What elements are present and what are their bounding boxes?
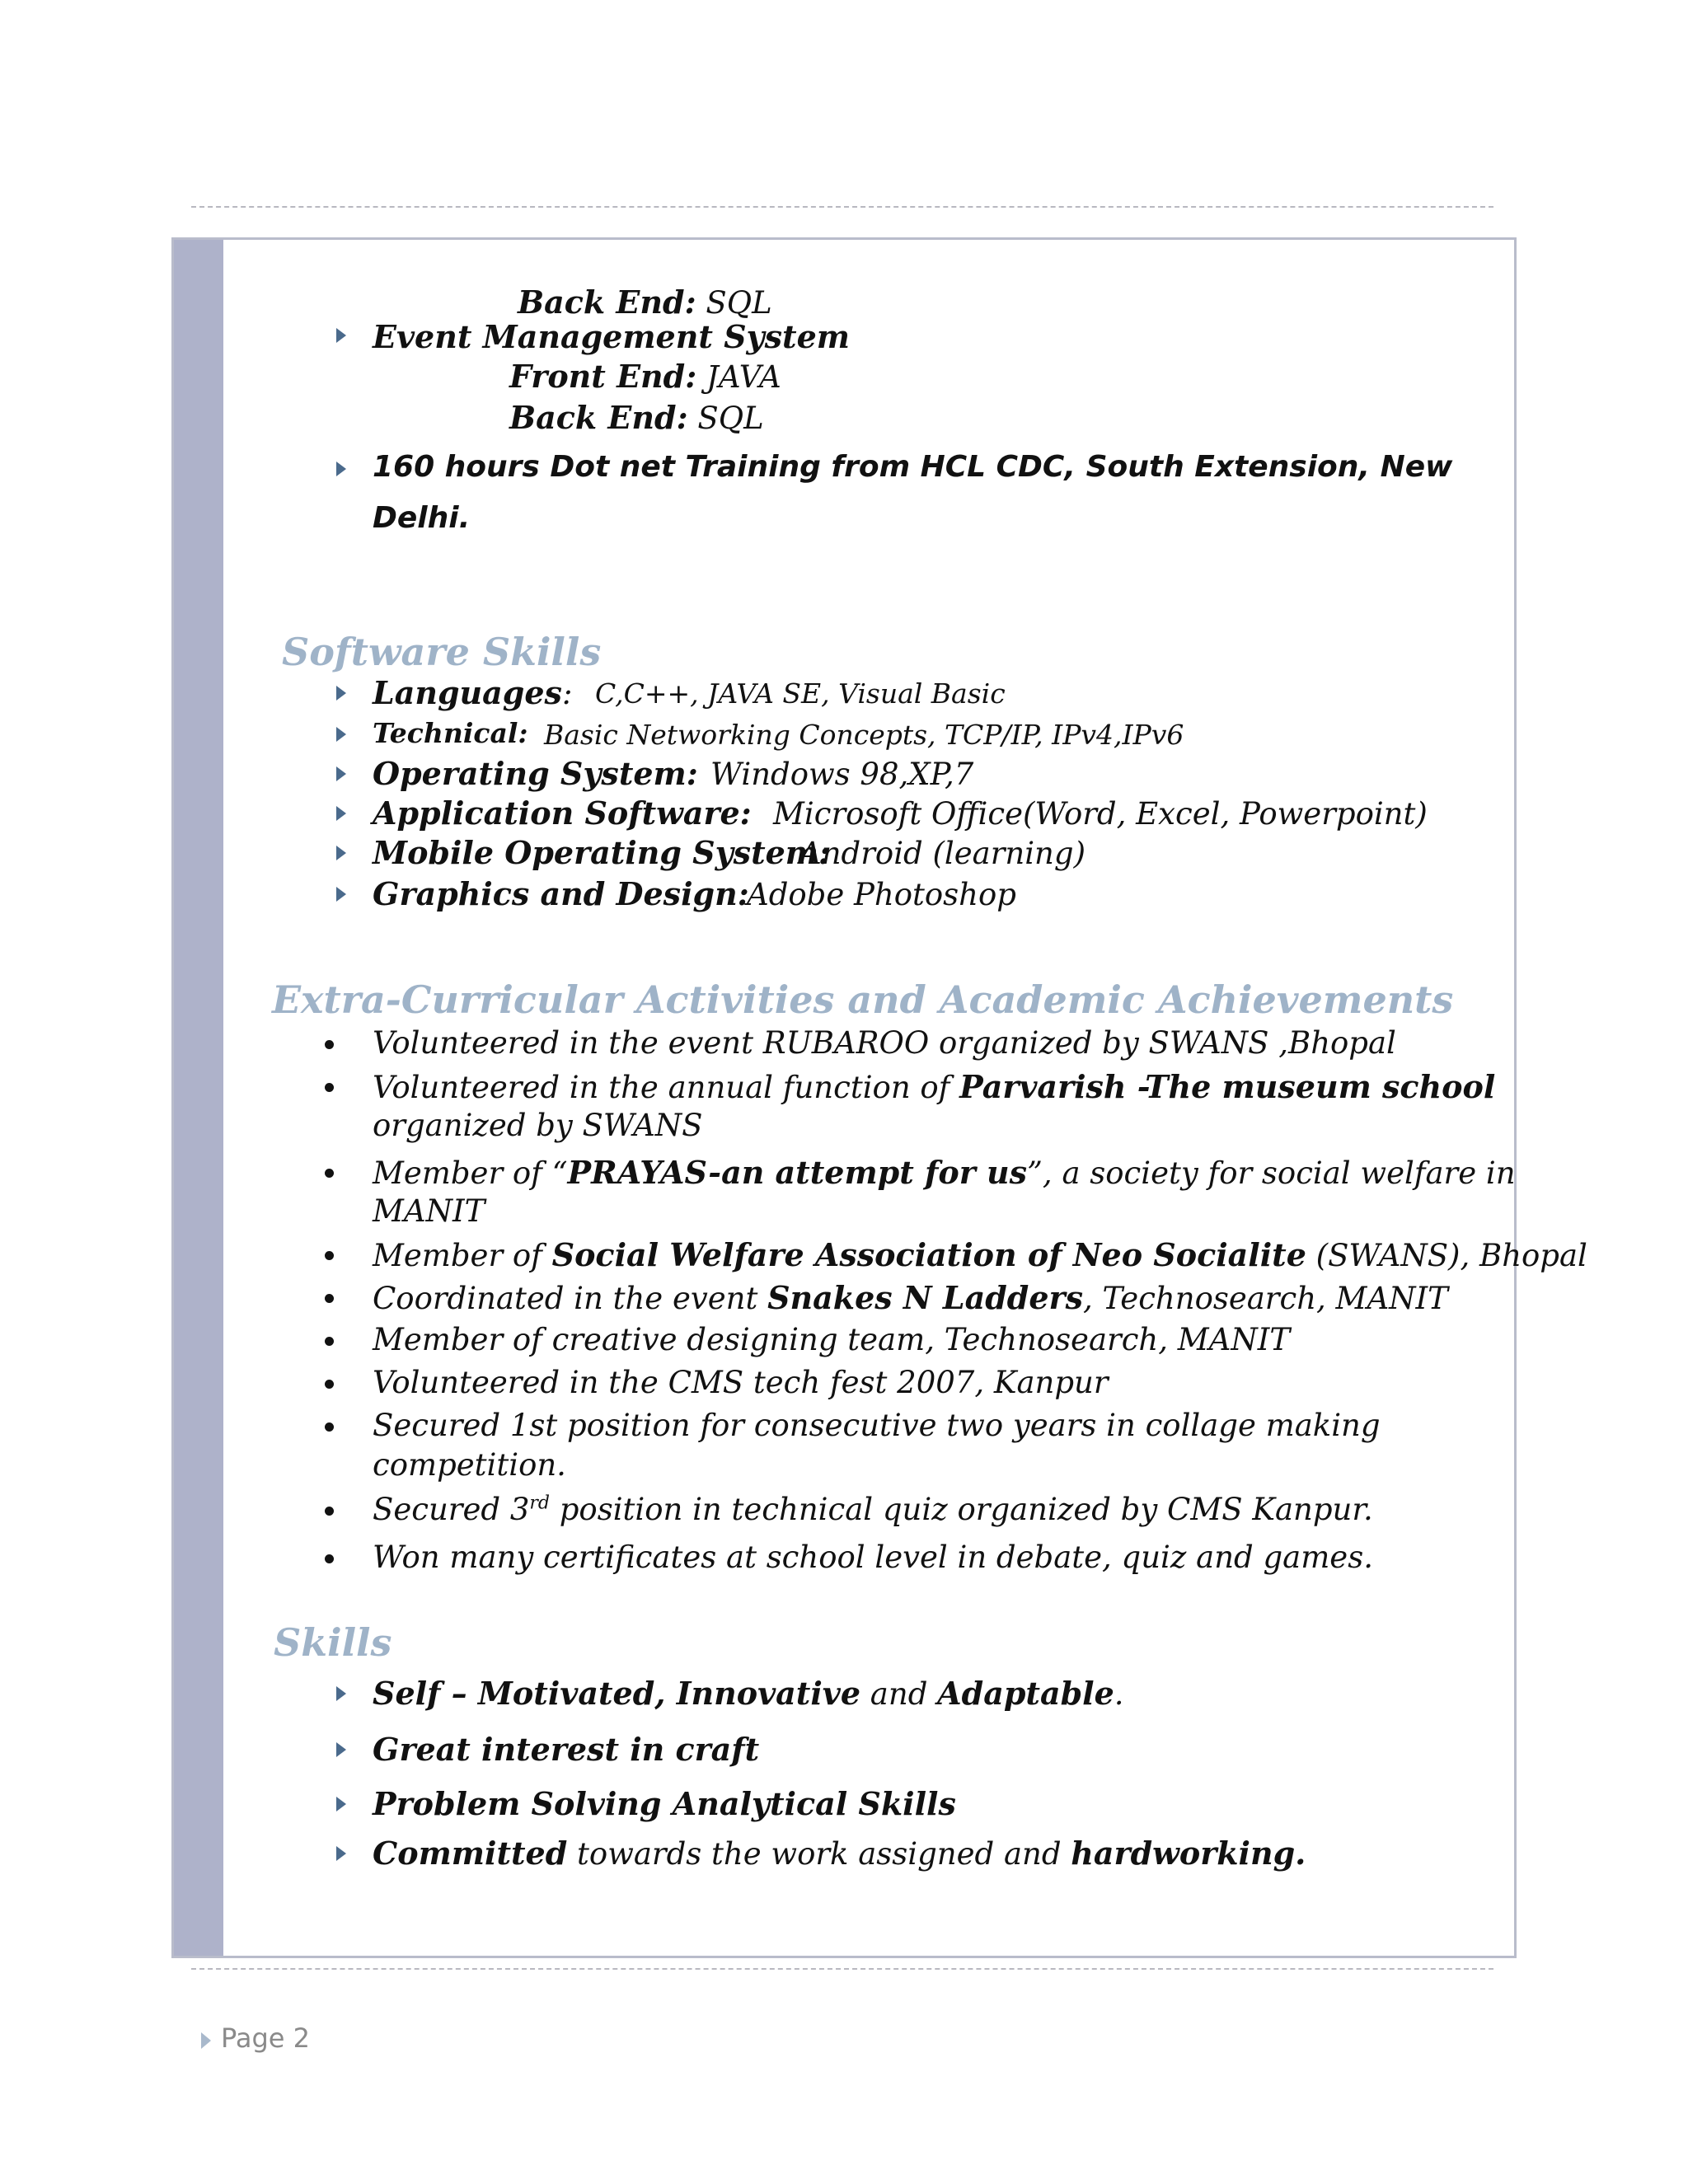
footer-divider <box>191 1968 1493 1970</box>
activity-item: Won many certificates at school level in debate, quiz and games. <box>373 1540 1373 1575</box>
bullet-arrow-icon <box>336 1797 346 1811</box>
activity-item: Volunteered in the event RUBAROO organized by SWANS ,Bhopal <box>373 1025 1396 1061</box>
skill-value-languages: C,C++, JAVA SE, Visual Basic <box>595 677 1006 710</box>
activity-item-cont: organized by SWANS <box>373 1108 703 1143</box>
skill-item-application: Application Software: <box>373 794 752 832</box>
skill-trait: Committed towards the work assigned and hardworking. <box>373 1835 1306 1872</box>
activity-item: Member of Social Welfare Association of Neo Socialite (SWANS), Bhopal <box>373 1236 1587 1273</box>
bullet-dot <box>325 1337 334 1346</box>
bullet-arrow-icon <box>336 846 346 860</box>
bullet-arrow-icon <box>336 462 346 476</box>
footer-arrow-icon <box>201 2032 211 2049</box>
bullet-arrow-icon <box>336 887 346 902</box>
bullet-dot <box>325 1169 334 1178</box>
bullet-arrow-icon <box>336 766 346 781</box>
extra-curricular-heading: Extra-Curricular Activities and Academic Achievements <box>272 977 1454 1022</box>
activity-item-cont: competition. <box>373 1447 566 1483</box>
activity-item: Secured 1st position for consecutive two years in collage making <box>373 1408 1381 1443</box>
activity-item: Secured 3rd position in technical quiz organized by CMS Kanpur. <box>373 1492 1373 1527</box>
training-line-1: 160 hours Dot net Training from HCL CDC, South Extension, New <box>373 450 1453 484</box>
bullet-arrow-icon <box>336 727 346 742</box>
skill-item-technical: Technical: <box>373 717 528 749</box>
skill-item-os: Operating System: <box>373 755 698 792</box>
skills-heading: Skills <box>274 1620 392 1665</box>
software-skills-heading: Software Skills <box>282 630 602 674</box>
page-number: Page 2 <box>221 2022 310 2054</box>
bullet-dot <box>325 1294 334 1303</box>
skill-trait: Problem Solving Analytical Skills <box>373 1785 956 1822</box>
bullet-arrow-icon <box>336 328 346 343</box>
activity-item: Coordinated in the event Snakes N Ladders, Technosearch, MANIT <box>373 1279 1448 1316</box>
activity-item: Volunteered in the annual function of Parvarish -The museum school <box>373 1068 1496 1105</box>
backend-line-2: Back End: SQL <box>509 399 764 436</box>
bullet-dot <box>325 1380 334 1389</box>
skill-trait: Great interest in craft <box>373 1731 760 1768</box>
bullet-dot <box>325 1554 334 1563</box>
skill-value-technical: Basic Networking Concepts, TCP/IP, IPv4,IPv6 <box>544 719 1184 751</box>
bullet-dot <box>325 1040 334 1049</box>
activity-item: Member of creative designing team, Technosearch, MANIT <box>373 1322 1291 1357</box>
activity-item-cont: MANIT <box>373 1193 485 1229</box>
skill-value-application: Microsoft Office(Word, Excel, Powerpoint) <box>773 796 1428 832</box>
bullet-arrow-icon <box>336 1686 346 1701</box>
frontend-line: Front End: JAVA <box>509 358 781 395</box>
bullet-dot <box>325 1251 334 1260</box>
bullet-arrow-icon <box>336 1742 346 1757</box>
bullet-dot <box>325 1422 334 1432</box>
backend-line-1: Back End: SQL <box>518 284 772 321</box>
bullet-arrow-icon <box>336 806 346 821</box>
skill-item-mobile: Mobile Operating System: <box>373 834 831 871</box>
header-divider <box>191 206 1493 208</box>
skill-value-graphics: Adobe Photoshop <box>747 877 1016 912</box>
activity-item: Member of “PRAYAS-an attempt for us”, a society for social welfare in <box>373 1154 1516 1191</box>
skill-value-mobile: Android (learning) <box>799 836 1086 871</box>
skill-value-os: Windows 98,XP,7 <box>710 757 974 792</box>
skill-item-languages: Languages: <box>373 674 573 711</box>
skill-trait: Self – Motivated, Innovative and Adaptable. <box>373 1675 1124 1712</box>
bullet-arrow-icon <box>336 1846 346 1861</box>
activity-item: Volunteered in the CMS tech fest 2007, Kanpur <box>373 1365 1109 1400</box>
bullet-dot <box>325 1083 334 1092</box>
skill-item-graphics: Graphics and Design: <box>373 875 749 912</box>
training-line-2: Delhi. <box>373 501 471 535</box>
project-title: Event Management System <box>373 318 850 355</box>
bullet-arrow-icon <box>336 686 346 701</box>
bullet-dot <box>325 1507 334 1516</box>
side-accent-bar <box>174 240 223 1956</box>
